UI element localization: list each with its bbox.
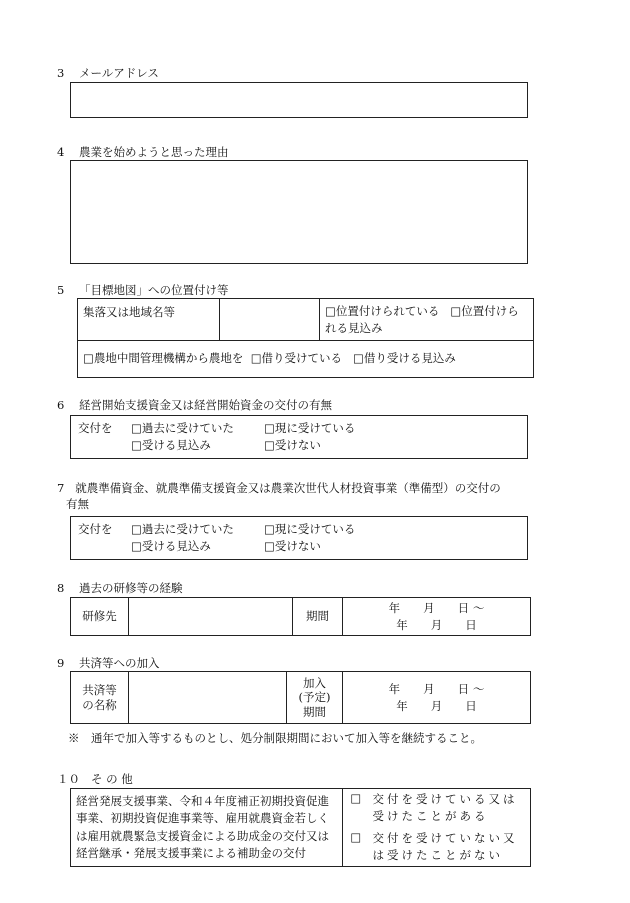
section-8-heading	[57, 581, 182, 597]
position-checkbox-2[interactable]: □位置付けられる見込み	[325, 303, 519, 335]
section-number: 9	[57, 656, 65, 670]
insurance-name-input[interactable]	[129, 672, 287, 724]
section-title: そ の 他	[90, 772, 133, 786]
land-bank-label: □農地中間管理機構から農地を	[83, 351, 244, 366]
prep-fund-box	[70, 516, 528, 560]
section-title: 共済等への加入	[78, 656, 160, 670]
startup-fund-option-4[interactable]: □受けない	[264, 438, 321, 452]
period-end: 年 月 日	[396, 617, 477, 632]
insurance-table	[70, 671, 531, 724]
area-input[interactable]	[220, 299, 320, 341]
section-4-heading	[57, 145, 228, 161]
section-number: 7	[57, 481, 65, 495]
other-subsidy-description: 経営発展支援事業、令和４年度補正初期投資促進事業、初期投資促進事業等、雇用就農資金若しくは雇用就農緊急支援資金による助成金の交付又は経営継承・発展支援事業による補助金の交付	[71, 789, 343, 867]
startup-fund-box	[70, 415, 528, 459]
insurance-name-label: 共済等 の名称	[71, 672, 129, 724]
bank-checkbox-1[interactable]: □借り受けている	[250, 351, 343, 366]
section-9-heading	[57, 656, 159, 672]
section-number: 3	[57, 66, 65, 80]
training-period-input[interactable]	[343, 598, 531, 636]
prep-fund-option-2[interactable]: □現に受けている	[264, 522, 356, 536]
section-number: 6	[57, 398, 65, 412]
section-3-heading	[57, 66, 159, 82]
period-start: 年 月 日 ～	[388, 682, 485, 697]
other-subsidy-option-2: 交付を受けていない又は受けたことがない	[369, 828, 531, 867]
section-title: 農業を始めようと思った理由	[78, 145, 229, 159]
prep-fund-lead: 交付を	[78, 522, 113, 536]
section-title-continued: 有無	[66, 496, 89, 511]
insurance-note: ※ 通年で加入等するものとし、処分制限期間において加入等を継続すること。	[68, 731, 482, 745]
period-end: 年 月 日	[396, 698, 477, 713]
section-title: メールアドレス	[78, 66, 159, 80]
section-title: 経営開始支援資金又は経営開始資金の交付の有無	[78, 398, 332, 412]
section-title: 就農準備資金、就農準備支援資金又は農業次世代人材投資事業（準備型）の交付の	[75, 481, 501, 495]
other-subsidy-checkbox-1[interactable]: □	[343, 789, 369, 828]
target-map-table	[77, 298, 534, 378]
other-subsidy-checkbox-2[interactable]: □	[343, 828, 369, 867]
section-6-heading	[57, 398, 332, 414]
prep-fund-option-1[interactable]: □過去に受けていた	[131, 522, 234, 536]
reason-textarea[interactable]	[70, 160, 528, 264]
bank-checkbox-2[interactable]: □借り受ける見込み	[353, 351, 456, 366]
email-field[interactable]	[70, 82, 528, 118]
land-bank-row	[78, 341, 534, 378]
startup-fund-lead: 交付を	[78, 421, 113, 435]
section-number: 8	[57, 581, 65, 595]
startup-fund-option-2[interactable]: □現に受けている	[264, 421, 356, 435]
area-label: 集落又は地域名等	[78, 299, 220, 341]
position-options	[320, 299, 534, 341]
training-site-label: 研修先	[71, 598, 129, 636]
position-checkbox-1[interactable]: □位置付けられている	[325, 303, 440, 318]
section-5-heading	[57, 283, 228, 299]
insurance-period-input[interactable]	[343, 672, 531, 724]
section-10-heading	[57, 772, 133, 788]
section-title: 「目標地図」への位置付け等	[78, 283, 229, 297]
period-start: 年 月 日 ～	[388, 601, 485, 616]
startup-fund-option-1[interactable]: □過去に受けていた	[131, 421, 234, 435]
other-subsidy-option-1: 交付を受けている又は受けたことがある	[369, 789, 531, 828]
startup-fund-option-3[interactable]: □受ける見込み	[131, 438, 211, 452]
section-title: 過去の研修等の経験	[78, 581, 183, 595]
section-number: 5	[57, 283, 65, 297]
prep-fund-option-3[interactable]: □受ける見込み	[131, 539, 211, 553]
section-number: 4	[57, 145, 65, 159]
prep-fund-option-4[interactable]: □受けない	[264, 539, 321, 553]
training-table	[70, 597, 531, 636]
insurance-period-label: 加入 (予定) 期間	[287, 672, 343, 724]
training-site-input[interactable]	[129, 598, 293, 636]
section-number: １０	[57, 772, 80, 786]
section-7-heading	[57, 481, 587, 512]
other-subsidy-table	[70, 788, 531, 867]
training-period-label: 期間	[293, 598, 343, 636]
